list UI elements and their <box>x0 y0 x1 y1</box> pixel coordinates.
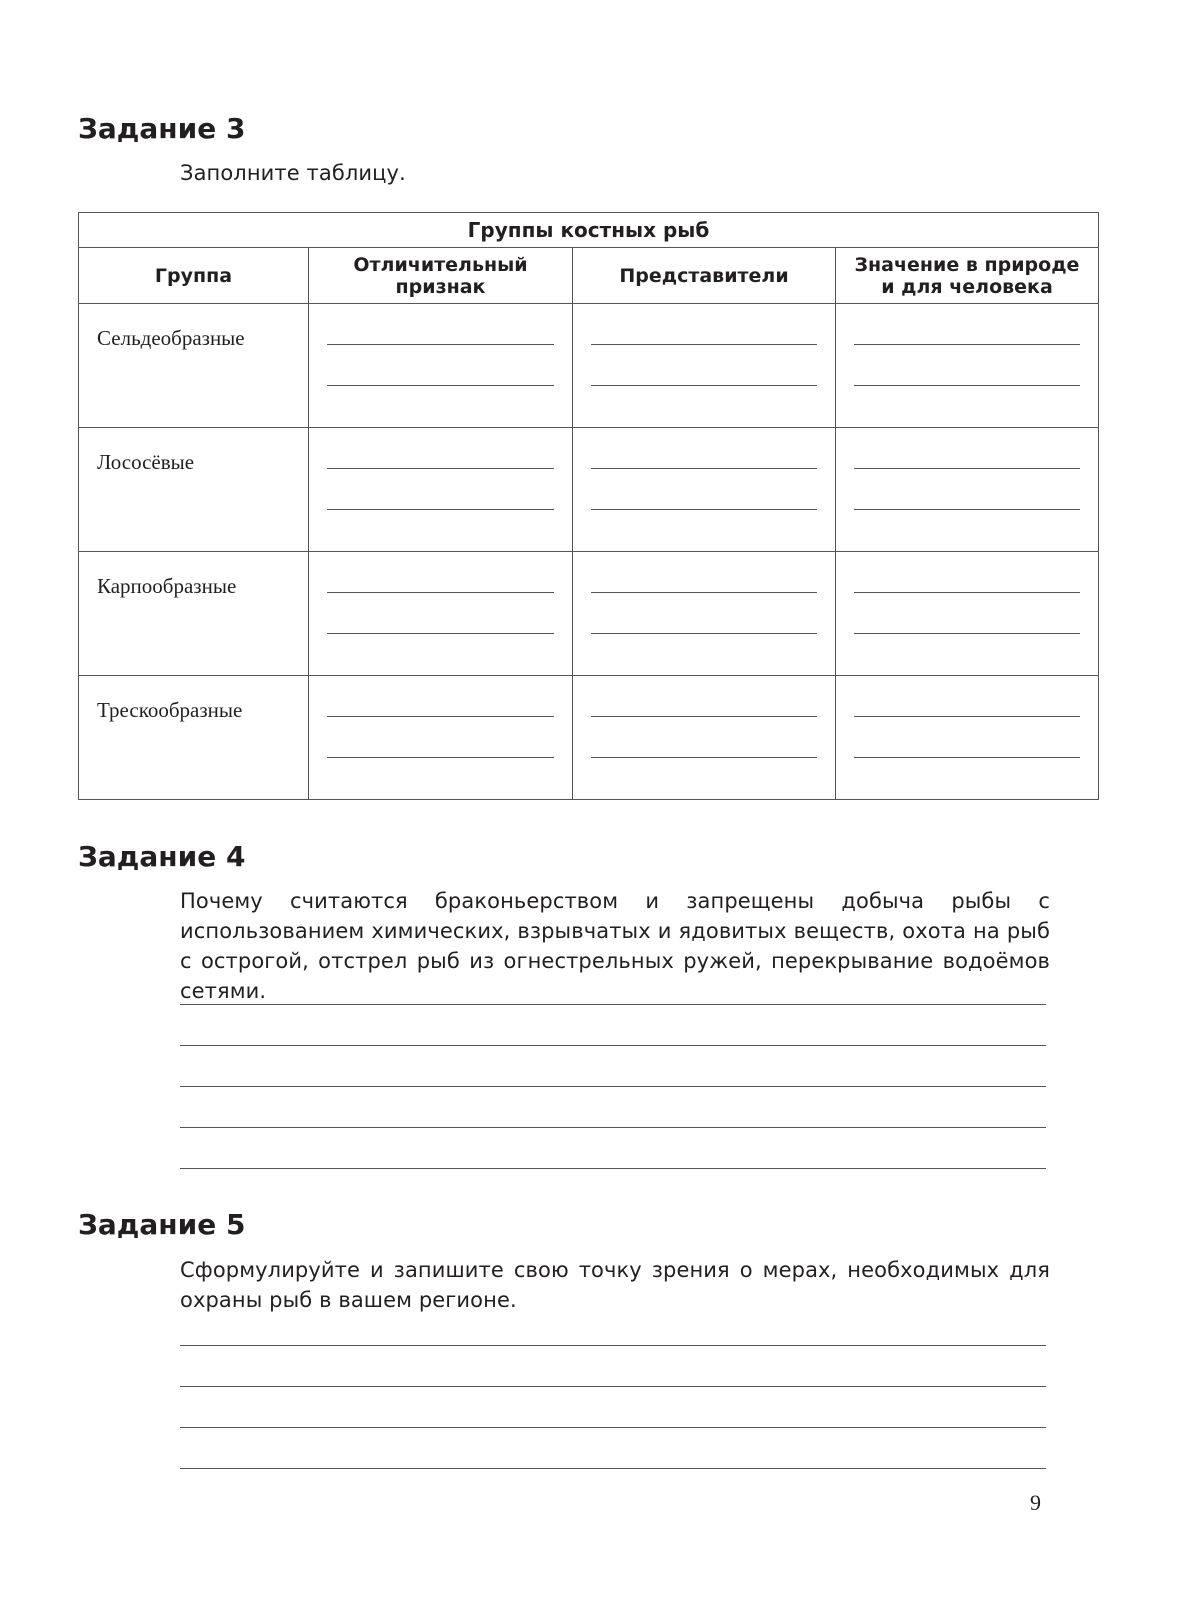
table-caption: Группы костных рыб <box>79 213 1099 248</box>
feature-answer-cell[interactable] <box>309 552 573 676</box>
task4-title: Задание 4 <box>78 840 246 873</box>
group-cell <box>79 676 309 800</box>
table-row <box>79 304 1099 428</box>
representatives-answer-cell[interactable] <box>573 304 836 428</box>
task4-answer-line[interactable] <box>180 1086 1046 1087</box>
significance-answer-cell[interactable] <box>836 552 1099 676</box>
table-row <box>79 552 1099 676</box>
task5-title: Задание 5 <box>78 1208 246 1241</box>
significance-answer-cell[interactable] <box>836 676 1099 800</box>
representatives-answer-cell[interactable] <box>573 428 836 552</box>
group-name: Лососёвые <box>97 450 195 474</box>
task4-answer-line[interactable] <box>180 1168 1046 1169</box>
significance-answer-cell[interactable] <box>836 428 1099 552</box>
group-cell <box>79 552 309 676</box>
group-cell <box>79 304 309 428</box>
task5-text: Сформулируйте и запишите свою точку зрения о мерах, необходимых для охраны рыб в вашем регионе. <box>180 1258 1050 1312</box>
fish-groups-table <box>78 212 1099 800</box>
header-group: Группа <box>79 248 309 304</box>
task4-answer-line[interactable] <box>180 1045 1046 1046</box>
header-feature: Отличительный признак <box>309 248 573 304</box>
representatives-answer-cell[interactable] <box>573 676 836 800</box>
feature-answer-cell[interactable] <box>309 428 573 552</box>
representatives-answer-cell[interactable] <box>573 552 836 676</box>
page-number: 9 <box>1030 1490 1041 1515</box>
task4-answer-line[interactable] <box>180 1127 1046 1128</box>
table-row <box>79 676 1099 800</box>
table-row <box>79 428 1099 552</box>
significance-answer-cell[interactable] <box>836 304 1099 428</box>
task3-instruction: Заполните таблицу. <box>180 161 406 185</box>
feature-answer-cell[interactable] <box>309 304 573 428</box>
task5-answer-line[interactable] <box>180 1386 1046 1387</box>
group-name: Сельдеобразные <box>97 326 245 350</box>
task3-title: Задание 3 <box>78 112 246 145</box>
feature-answer-cell[interactable] <box>309 676 573 800</box>
task4-text: Почему считаются браконьерством и запрещены добыча рыбы с использованием химических, взрывчатых и ядовитых веществ, охота на рыб с острогой, отстрел рыб из огнестрельных ружей, перекрывание водоёмов сетями. <box>180 889 1050 1003</box>
task5-answer-line[interactable] <box>180 1345 1046 1346</box>
header-representatives: Представители <box>573 248 836 304</box>
task5-answer-line[interactable] <box>180 1468 1046 1469</box>
group-cell <box>79 428 309 552</box>
task4-answer-line[interactable] <box>180 1004 1046 1005</box>
group-name: Трескообразные <box>97 698 243 722</box>
task5-answer-line[interactable] <box>180 1427 1046 1428</box>
header-significance: Значение в природе и для человека <box>836 248 1099 304</box>
group-name: Карпообразные <box>97 574 237 598</box>
